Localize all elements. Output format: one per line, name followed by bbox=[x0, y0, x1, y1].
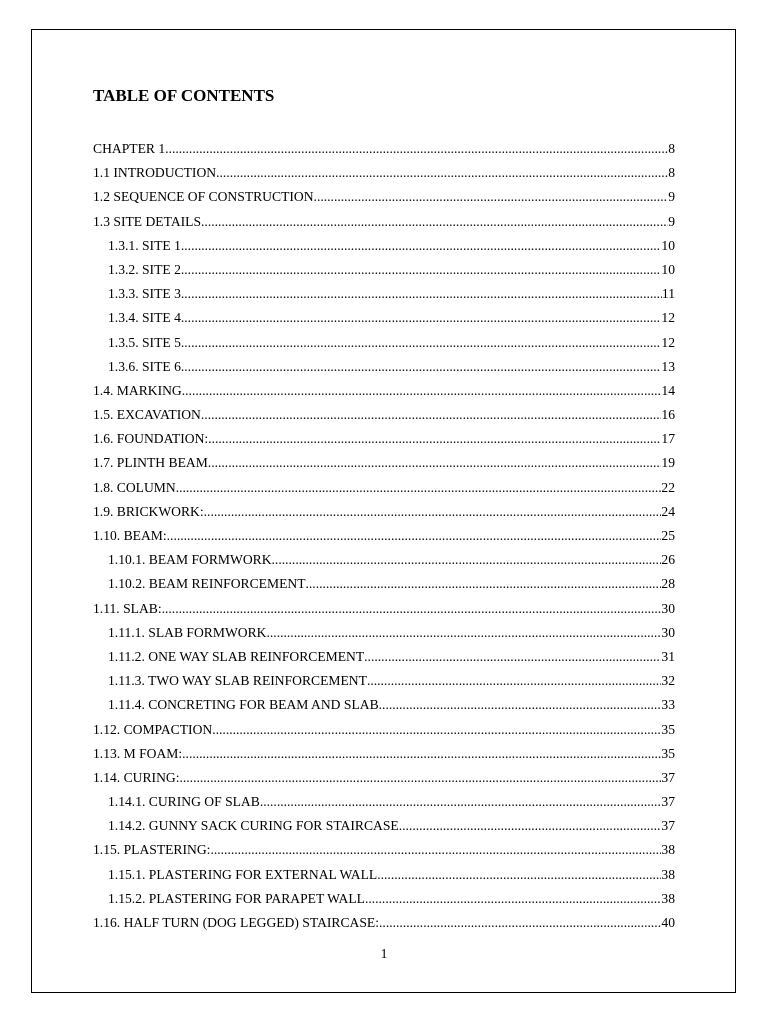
toc-entry[interactable] bbox=[93, 552, 675, 576]
dot-leader bbox=[181, 310, 662, 326]
toc-entry-label: 1.13. M FOAM: bbox=[93, 745, 183, 761]
toc-entry[interactable] bbox=[93, 576, 675, 600]
toc-entry-page: 10 bbox=[661, 261, 675, 277]
page-number: 1 bbox=[380, 946, 388, 961]
toc-entry-page: 32 bbox=[661, 673, 675, 689]
toc-entry-page: 28 bbox=[661, 576, 675, 592]
toc-heading: TABLE OF CONTENTS bbox=[93, 86, 275, 105]
toc-entry-label: 1.3.2. SITE 2 bbox=[108, 261, 181, 277]
toc-entry-label: 1.10.1. BEAM FORMWORK bbox=[108, 552, 272, 568]
toc-entry[interactable] bbox=[93, 818, 675, 842]
toc-entry[interactable] bbox=[93, 891, 675, 915]
toc-entry-page: 30 bbox=[661, 624, 675, 640]
dot-leader bbox=[399, 818, 662, 834]
toc-entry-page: 33 bbox=[661, 697, 675, 713]
toc-entry-page: 26 bbox=[661, 552, 675, 568]
toc-entry-label: 1.3.5. SITE 5 bbox=[108, 334, 181, 350]
toc-entry-page: 40 bbox=[661, 915, 675, 930]
toc-entry[interactable] bbox=[93, 165, 675, 189]
toc-entry[interactable] bbox=[93, 407, 675, 431]
toc-entry[interactable] bbox=[93, 794, 675, 818]
toc-entry-page: 11 bbox=[661, 286, 675, 302]
toc-entry-page: 16 bbox=[661, 407, 675, 423]
toc-entry-label: 1.3.6. SITE 6 bbox=[108, 358, 181, 374]
toc-entry-page: 12 bbox=[661, 334, 675, 350]
toc-entry-label: 1.5. EXCAVATION bbox=[93, 407, 201, 423]
toc-entry[interactable] bbox=[93, 528, 675, 552]
toc-entry-label: 1.15.2. PLASTERING FOR PARAPET WALL bbox=[108, 890, 365, 906]
toc-entry-page: 37 bbox=[661, 794, 675, 810]
toc-entry-label: 1.3.3. SITE 3 bbox=[108, 286, 181, 302]
toc-entry[interactable] bbox=[93, 867, 675, 891]
toc-entry[interactable] bbox=[93, 625, 675, 649]
toc-entry-label: 1.11.2. ONE WAY SLAB REINFORCEMENT bbox=[108, 648, 365, 664]
dot-leader bbox=[179, 770, 661, 786]
toc-entry-page: 10 bbox=[661, 237, 675, 253]
toc-entry[interactable] bbox=[93, 649, 675, 673]
toc-entry-label: 1.10.2. BEAM REINFORCEMENT bbox=[108, 576, 306, 592]
dot-leader bbox=[162, 601, 662, 617]
toc-entry-label: 1.4. MARKING bbox=[93, 382, 182, 398]
dot-leader bbox=[181, 286, 662, 302]
toc-entry-page: 35 bbox=[661, 745, 675, 761]
toc-entry[interactable] bbox=[93, 141, 675, 165]
toc-entry-label: 1.8. COLUMN bbox=[93, 479, 176, 495]
toc-entry-label: 1.2 SEQUENCE OF CONSTRUCTION bbox=[93, 189, 314, 205]
toc-entry-label: 1.3 SITE DETAILS bbox=[93, 213, 202, 229]
toc-entry[interactable] bbox=[93, 915, 675, 939]
toc-entry-page: 8 bbox=[668, 165, 675, 181]
toc-entry[interactable] bbox=[93, 697, 675, 721]
toc-entry-page: 37 bbox=[661, 818, 675, 834]
toc-entry[interactable] bbox=[93, 842, 675, 866]
dot-leader bbox=[212, 722, 661, 738]
toc-entry-label: 1.16. HALF TURN (DOG LEGGED) STAIRCASE: bbox=[93, 915, 380, 930]
toc-entry[interactable] bbox=[93, 504, 675, 528]
dot-leader bbox=[181, 359, 662, 375]
toc-entry-page: 8 bbox=[668, 141, 675, 156]
toc-entry[interactable] bbox=[93, 359, 675, 383]
toc-entry[interactable] bbox=[93, 214, 675, 238]
toc-entry[interactable] bbox=[93, 431, 675, 455]
toc-entry-page: 30 bbox=[661, 600, 675, 616]
dot-leader bbox=[201, 407, 662, 423]
dot-leader bbox=[365, 891, 661, 907]
toc-entry[interactable] bbox=[93, 189, 675, 213]
toc-entry-label: 1.9. BRICKWORK: bbox=[93, 503, 204, 519]
toc-entry-page: 38 bbox=[661, 842, 675, 858]
dot-leader bbox=[267, 625, 662, 641]
toc-entry-page: 9 bbox=[668, 189, 675, 205]
dot-leader bbox=[379, 915, 661, 931]
toc-entry-page: 38 bbox=[661, 890, 675, 906]
dot-leader bbox=[181, 335, 662, 351]
toc-entry[interactable] bbox=[93, 770, 675, 794]
toc-entry-label: 1.3.4. SITE 4 bbox=[108, 310, 181, 326]
toc-entry-page: 24 bbox=[661, 503, 675, 519]
dot-leader bbox=[204, 504, 662, 520]
toc-entry-page: 37 bbox=[661, 769, 675, 785]
dot-leader bbox=[306, 576, 662, 592]
toc-entry[interactable] bbox=[93, 286, 675, 310]
toc-entry[interactable] bbox=[93, 673, 675, 697]
toc-entry[interactable] bbox=[93, 455, 675, 479]
toc-entry-page: 19 bbox=[661, 455, 675, 471]
toc-entry-label: 1.12. COMPACTION bbox=[93, 721, 213, 737]
toc-entry-page: 38 bbox=[661, 866, 675, 882]
toc-entry-label: 1.11.1. SLAB FORMWORK bbox=[108, 624, 267, 640]
toc-entry-label: 1.10. BEAM: bbox=[93, 528, 167, 543]
dot-leader bbox=[379, 697, 662, 713]
dot-leader bbox=[216, 165, 668, 181]
dot-leader bbox=[165, 141, 668, 157]
toc-entry-label: 1.15. PLASTERING: bbox=[93, 842, 211, 858]
toc-entry-page: 12 bbox=[661, 310, 675, 326]
toc-entry-page: 9 bbox=[668, 213, 675, 229]
toc-entry-page: 14 bbox=[661, 382, 675, 398]
dot-leader bbox=[364, 649, 661, 665]
dot-leader bbox=[182, 383, 662, 399]
dot-leader bbox=[181, 262, 662, 278]
toc-entry-label: 1.6. FOUNDATION: bbox=[93, 431, 209, 447]
toc-entry-label: 1.3.1. SITE 1 bbox=[108, 237, 181, 253]
dot-leader bbox=[176, 480, 662, 496]
dot-leader bbox=[201, 214, 668, 230]
toc-entry-label: 1.15.1. PLASTERING FOR EXTERNAL WALL bbox=[108, 866, 378, 882]
toc-entry[interactable] bbox=[93, 383, 675, 407]
toc-entry[interactable] bbox=[93, 310, 675, 334]
toc-entry-page: 31 bbox=[661, 648, 675, 664]
dot-leader bbox=[272, 552, 662, 568]
toc-entry-page: 17 bbox=[661, 431, 675, 447]
toc-entry[interactable] bbox=[93, 238, 675, 262]
dot-leader bbox=[208, 431, 661, 447]
toc-entry[interactable] bbox=[93, 262, 675, 286]
toc-entry-page: 13 bbox=[661, 358, 675, 374]
toc-list bbox=[93, 141, 675, 939]
toc-entry[interactable] bbox=[93, 480, 675, 504]
toc-entry-label: 1.11.4. CONCRETING FOR BEAM AND SLAB bbox=[108, 697, 379, 713]
toc-entry[interactable] bbox=[93, 722, 675, 746]
toc-entry-page: 22 bbox=[661, 479, 675, 495]
toc-entry[interactable] bbox=[93, 746, 675, 770]
dot-leader bbox=[260, 794, 662, 810]
toc-entry-page: 35 bbox=[661, 721, 675, 737]
dot-leader bbox=[182, 746, 661, 762]
toc-entry-label: CHAPTER 1 bbox=[93, 141, 166, 156]
toc-entry-label: 1.11. SLAB: bbox=[93, 600, 162, 616]
dot-leader bbox=[167, 528, 662, 544]
dot-leader bbox=[377, 867, 661, 883]
toc-entry-label: 1.1 INTRODUCTION bbox=[93, 165, 217, 181]
toc-entry-label: 1.11.3. TWO WAY SLAB REINFORCEMENT bbox=[108, 673, 367, 689]
toc-entry-label: 1.7. PLINTH BEAM bbox=[93, 455, 208, 471]
toc-entry[interactable] bbox=[93, 601, 675, 625]
dot-leader bbox=[314, 189, 669, 205]
dot-leader bbox=[367, 673, 661, 689]
toc-entry-page: 25 bbox=[661, 528, 675, 543]
dot-leader bbox=[208, 455, 662, 471]
toc-entry-label: 1.14.2. GUNNY SACK CURING FOR STAIRCASE bbox=[108, 818, 399, 834]
toc-entry-label: 1.14. CURING: bbox=[93, 769, 180, 785]
dot-leader bbox=[181, 238, 662, 254]
toc-entry-label: 1.14.1. CURING OF SLAB bbox=[108, 794, 260, 810]
dot-leader bbox=[210, 842, 661, 858]
toc-entry[interactable] bbox=[93, 335, 675, 359]
